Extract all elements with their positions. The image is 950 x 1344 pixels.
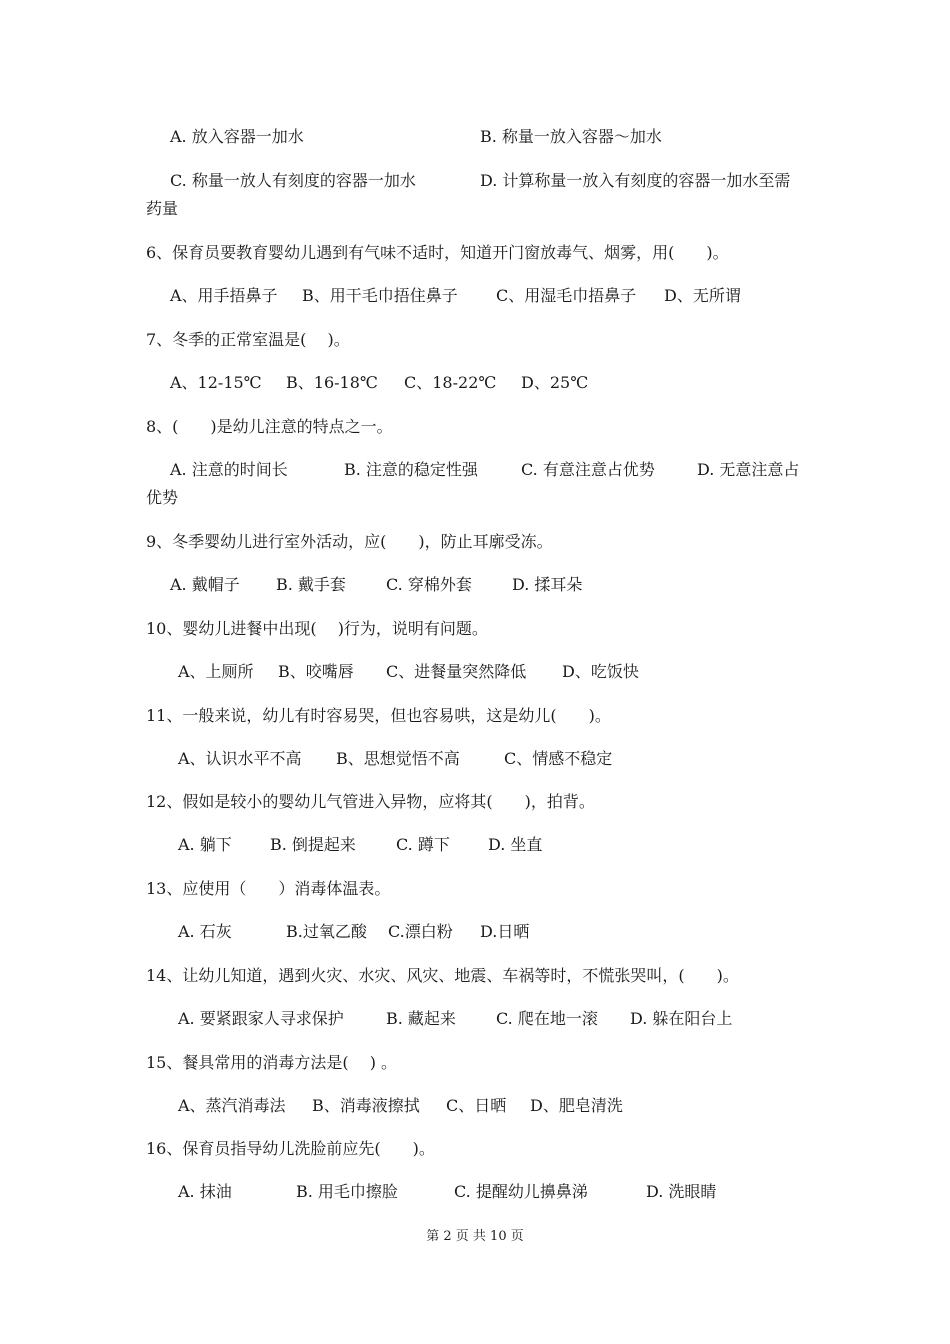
q12-option-a: A. 躺下 xyxy=(178,835,232,854)
q16-option-b: B. 用毛巾擦脸 xyxy=(296,1182,398,1201)
q13-option-c: C.漂白粉 xyxy=(388,922,453,941)
q5-option-b: B. 称量一放入容器～加水 xyxy=(480,127,662,146)
q6-stem: 6、保育员要教育婴幼儿遇到有气味不适时，知道开门窗放毒气、烟雾，用( )。 xyxy=(146,243,729,262)
q7-option-d: D、25℃ xyxy=(521,373,589,392)
q13-option-d: D.日晒 xyxy=(480,922,530,941)
q11-stem: 11、一般来说，幼儿有时容易哭，但也容易哄，这是幼儿( )。 xyxy=(146,706,611,725)
q13-option-b: B.过氧乙酸 xyxy=(286,922,367,941)
q9-option-b: B. 戴手套 xyxy=(276,575,346,594)
q16-option-a: A. 抹油 xyxy=(178,1182,232,1201)
q12-option-c: C. 蹲下 xyxy=(396,835,450,854)
q10-option-a: A、上厕所 xyxy=(178,662,254,681)
q10-option-b: B、咬嘴唇 xyxy=(278,662,354,681)
q13-stem: 13、应使用（ ）消毒体温表。 xyxy=(146,879,391,898)
q10-stem: 10、婴幼儿进餐中出现( )行为，说明有问题。 xyxy=(146,619,488,638)
q11-option-a: A、认识水平不高 xyxy=(178,749,302,768)
q7-option-b: B、16-18℃ xyxy=(286,373,378,392)
q14-option-d: D. 躲在阳台上 xyxy=(630,1009,733,1028)
q7-option-a: A、12-15℃ xyxy=(170,373,262,392)
q16-stem: 16、保育员指导幼儿洗脸前应先( )。 xyxy=(146,1139,435,1158)
q8-stem: 8、( )是幼儿注意的特点之一。 xyxy=(146,417,393,436)
q12-stem: 12、假如是较小的婴幼儿气管进入异物，应将其( )，拍背。 xyxy=(146,792,595,811)
q8-option-a: A. 注意的时间长 xyxy=(170,460,288,479)
q12-option-b: B. 倒提起来 xyxy=(270,835,356,854)
q15-option-c: C、日晒 xyxy=(446,1096,507,1115)
q8-option-b: B. 注意的稳定性强 xyxy=(344,460,478,479)
q5-option-c: C. 称量一放人有刻度的容器一加水 xyxy=(170,171,416,190)
q15-stem: 15、餐具常用的消毒方法是( ) 。 xyxy=(146,1053,398,1072)
q15-option-d: D、肥皂清洗 xyxy=(530,1096,623,1115)
q6-option-c: C、用湿毛巾捂鼻子 xyxy=(496,286,637,305)
q10-option-d: D、吃饭快 xyxy=(562,662,639,681)
q6-option-d: D、无所谓 xyxy=(664,286,741,305)
q11-option-b: B、思想觉悟不高 xyxy=(336,749,460,768)
q14-option-b: B. 藏起来 xyxy=(386,1009,456,1028)
q5-option-d-continued: 药量 xyxy=(146,199,179,218)
q9-stem: 9、冬季婴幼儿进行室外活动，应( )，防止耳廓受冻。 xyxy=(146,532,553,551)
q10-option-c: C、进餐量突然降低 xyxy=(386,662,527,681)
q16-option-d: D. 洗眼睛 xyxy=(646,1182,717,1201)
q14-option-a: A. 要紧跟家人寻求保护 xyxy=(178,1009,344,1028)
q9-option-c: C. 穿棉外套 xyxy=(386,575,472,594)
q15-option-a: A、蒸汽消毒法 xyxy=(178,1096,286,1115)
q13-option-a: A. 石灰 xyxy=(178,922,232,941)
q15-option-b: B、消毒液擦拭 xyxy=(312,1096,420,1115)
q9-option-d: D. 揉耳朵 xyxy=(512,575,583,594)
q7-stem: 7、冬季的正常室温是( )。 xyxy=(146,330,350,349)
q9-option-a: A. 戴帽子 xyxy=(170,575,240,594)
q7-option-c: C、18-22℃ xyxy=(404,373,497,392)
q6-option-a: A、用手捂鼻子 xyxy=(170,286,278,305)
q5-option-a: A. 放入容器一加水 xyxy=(170,127,304,146)
q6-option-b: B、用干毛巾捂住鼻子 xyxy=(302,286,458,305)
q11-option-c: C、情感不稳定 xyxy=(504,749,613,768)
q5-option-d: D. 计算称量一放入有刻度的容器一加水至需 xyxy=(480,171,791,190)
q8-option-c: C. 有意注意占优势 xyxy=(521,460,655,479)
page-footer: 第 2 页 共 10 页 xyxy=(426,1229,524,1244)
q16-option-c: C. 提醒幼儿擤鼻涕 xyxy=(454,1182,588,1201)
q8-option-d: D. 无意注意占 xyxy=(697,460,800,479)
q8-option-d-continued: 优势 xyxy=(146,488,179,507)
q14-option-c: C. 爬在地一滚 xyxy=(496,1009,598,1028)
q14-stem: 14、让幼儿知道，遇到火灾、水灾、风灾、地震、车祸等时，不慌张哭叫，( )。 xyxy=(146,966,739,985)
q12-option-d: D. 坐直 xyxy=(488,835,543,854)
